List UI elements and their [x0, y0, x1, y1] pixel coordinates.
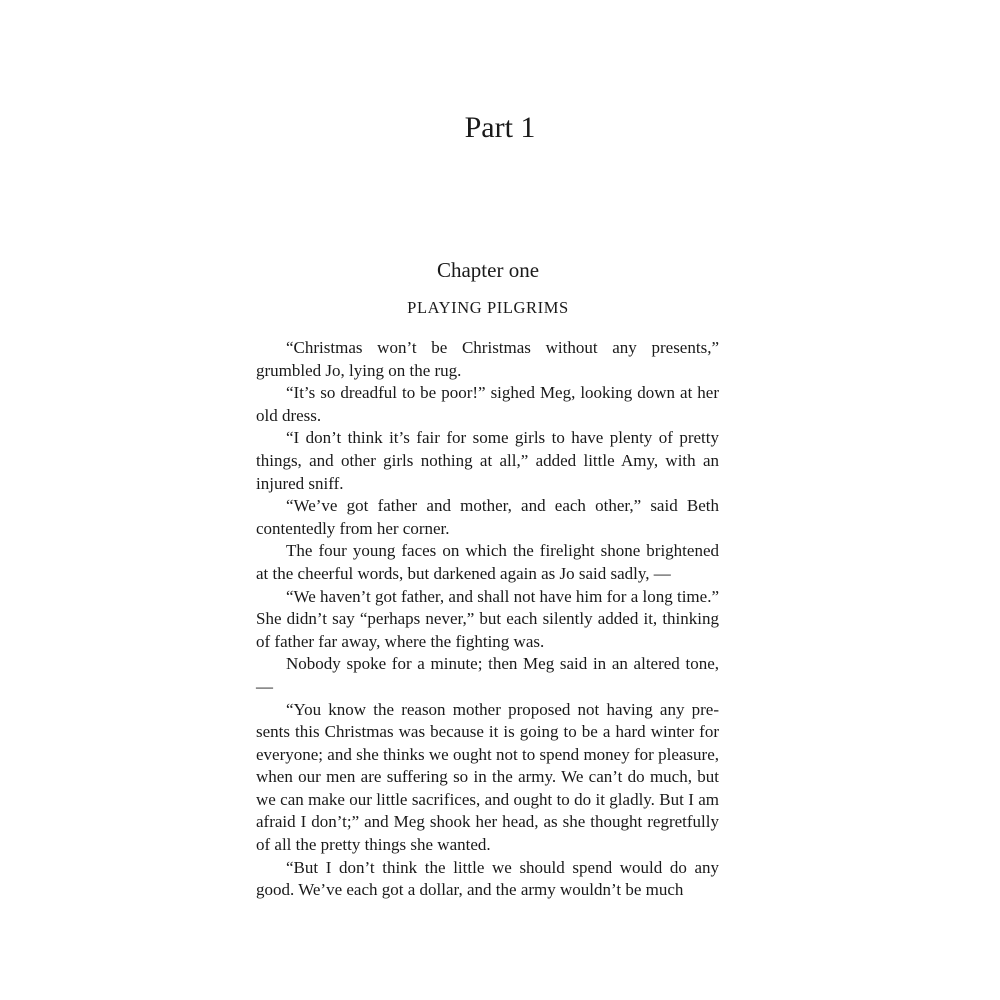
paragraph: The four young faces on which the firelight shone brightened at the cheerful words, but darkened again as Jo said sadly, — [256, 541, 719, 583]
paragraph: Nobody spoke for a minute; then Meg said in an altered tone, — [256, 654, 719, 696]
paragraph: “I don’t think it’s fair for some girls to have plenty of pretty things, and other girls nothing at all,” added little Amy, with an injured sniff. [256, 428, 719, 493]
body-text [256, 337, 719, 902]
paragraph: “We haven’t got father, and shall not have him for a long time.” She didn’t say “perhaps never,” but each silently added it, thinking of father far away, where the fighting was. [256, 586, 719, 651]
paragraph: “But I don’t think the little we should spend would do any good. We’ve each got a dollar, and the army wouldn’t be much [256, 857, 719, 900]
paragraph: “You know the reason mother proposed not having any pre-sents this Christmas was because it is going to be a hard winter for everyone; and she thinks we ought not to spend money for pleasure, when our men are suffering so in the army. We can’t do much, but we can make our little sacrifices, and ought to do it gladly. But I am afraid I don’t;” and Meg shook her head, as she thought regretfully of all the pretty things she wanted. [256, 699, 719, 855]
paragraph: “We’ve got father and mother, and each other,” said Beth contentedly from her corner. [256, 496, 719, 538]
part-title: Part 1 [464, 111, 536, 144]
chapter-subtitle: PLAYING PILGRIMS [407, 298, 569, 317]
paragraph: “Christmas won’t be Christmas without any presents,” grumbled Jo, lying on the rug. [256, 338, 719, 380]
chapter-title: Chapter one [436, 258, 540, 282]
paragraph: “It’s so dreadful to be poor!” sighed Meg, looking down at her old dress. [256, 383, 719, 425]
